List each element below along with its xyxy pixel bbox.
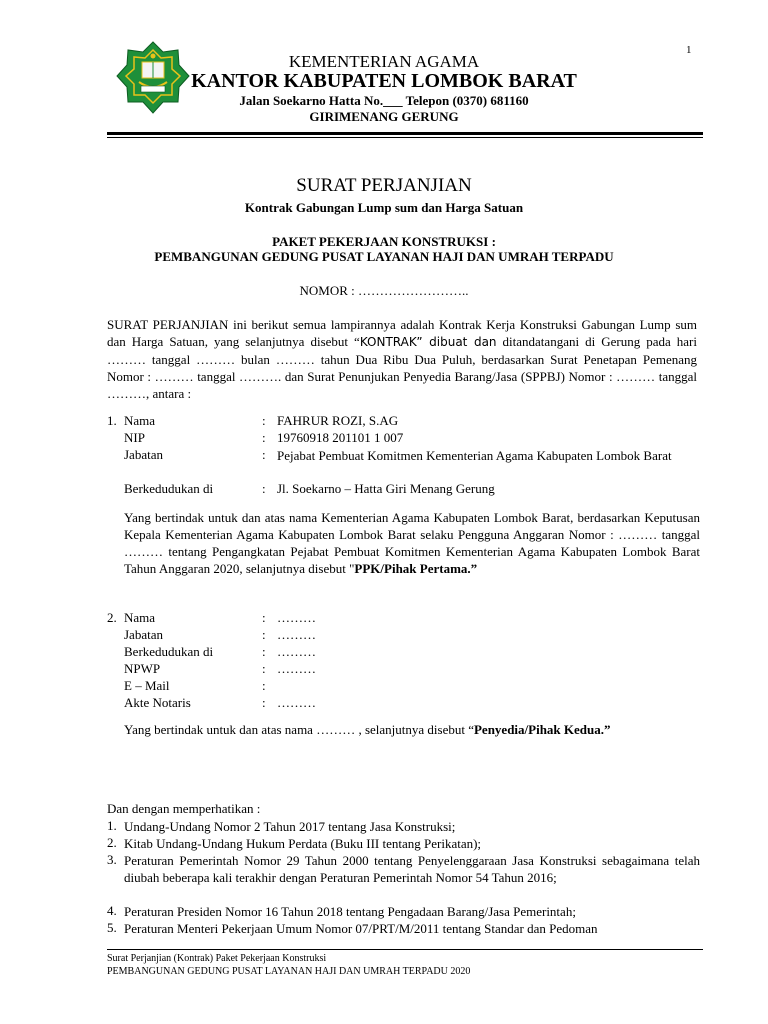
law-number: 2. (107, 835, 117, 850)
party2-statement-text: Yang bertindak untuk dan atas nama ……… , selanjutnya disebut “ (124, 722, 474, 737)
considering-intro: Dan dengan memperhatikan : (107, 801, 261, 816)
party1-number: 1. (107, 413, 117, 428)
party2-position-value: ……… (277, 627, 316, 642)
package-heading: PAKET PEKERJAAN KONSTRUKSI : (272, 234, 496, 249)
law-item: Peraturan Presiden Nomor 16 Tahun 2018 tentang Pengadaan Barang/Jasa Pemerintah; (124, 904, 576, 919)
party1-domicile-label: Berkedudukan di (124, 481, 214, 496)
office-city: GIRIMENANG GERUNG (309, 109, 459, 124)
header-rule-thin (107, 137, 703, 138)
law-number: 1. (107, 818, 117, 833)
party2-notary-label: Akte Notaris (124, 695, 191, 710)
law-item: Undang-Undang Nomor 2 Tahun 2017 tentang Jasa Konstruksi; (124, 819, 456, 834)
party2-number: 2. (107, 610, 117, 625)
office-address: Jalan Soekarno Hatta No.___ Telepon (0370) 681160 (239, 93, 529, 108)
intro-text-3: ditandatangani di Gerung pada hari ……… tanggal ……… bulan ……… tahun Dua Ribu Dua Puluh, berdasarkan Surat Penetapan Pemenang Nomor : ……… tanggal ………. dan Surat Penunjukan Penyedia Barang/Jasa (SPPBJ) Nomor : ……… tanggal ………, antara : (107, 334, 697, 401)
footer-line-2: PEMBANGUNAN GEDUNG PUSAT LAYANAN HAJI DAN UMRAH TERPADU 2020 (107, 966, 471, 977)
law-number: 3. (107, 852, 117, 867)
party2-domicile-label: Berkedudukan di (124, 644, 214, 659)
law-number: 4. (107, 903, 117, 918)
footer-rule (107, 949, 703, 950)
party1-nip-label: NIP (124, 430, 145, 445)
colon: : (262, 610, 266, 625)
party1-position-label: Jabatan (124, 447, 163, 462)
office-name: KANTOR KABUPATEN LOMBOK BARAT (191, 70, 577, 92)
colon: : (262, 678, 266, 693)
intro-text-1: SURAT PERJANJIAN ini berikut semua lampirannya adalah Kontrak Kerja Konstruksi Gabungan Lump sum dan Harga Satuan, yang selanjutnya disebut “ (107, 317, 697, 349)
party2-npwp-value: ……… (277, 661, 316, 676)
law-number: 5. (107, 920, 117, 935)
document-subtitle: Kontrak Gabungan Lump sum dan Harga Satuan (244, 200, 524, 215)
party1-nip-value: 19760918 201101 1 007 (277, 430, 404, 445)
package-name: PEMBANGUNAN GEDUNG PUSAT LAYANAN HAJI DAN UMRAH TERPADU (154, 249, 614, 264)
document-title: SURAT PERJANJIAN (296, 175, 472, 196)
party2-domicile-value: ……… (277, 644, 316, 659)
law-item: Kitab Undang-Undang Hukum Perdata (Buku III tentang Perikatan); (124, 836, 482, 851)
colon: : (262, 430, 266, 445)
intro-text-2: ” dibuat dan (416, 335, 497, 349)
party1-statement-text: Yang bertindak untuk dan atas nama Kementerian Agama Kabupaten Lombok Barat, berdasarkan Keputusan Kepala Kementerian Agama Kabupaten Lombok Barat selaku Pengguna Anggaran Nomor : ……… tanggal ……… tentang Pengangkatan Pejabat Pembuat Komitmen Kementerian Agama Kabupaten Lombok Barat Tahun Anggaran 2020, selanjutnya disebut " (124, 510, 700, 576)
party2-statement (124, 721, 700, 738)
law-item: Peraturan Pemerintah Nomor 29 Tahun 2000 tentang Penyelenggaraan Jasa Konstruksi sebagaimana telah diubah beberapa kali terakhir dengan Peraturan Pemerintah Nomor 54 Tahun 2016; (124, 853, 700, 885)
party2-designation: Penyedia/Pihak Kedua.” (473, 722, 611, 737)
header-rule-thick (107, 132, 703, 135)
party1-designation: PPK/Pihak Pertama.” (354, 561, 478, 576)
colon: : (262, 627, 266, 642)
page-number: 1 (686, 44, 692, 56)
footer-line-1: Surat Perjanjian (Kontrak) Paket Pekerjaan Konstruksi (107, 953, 327, 964)
colon: : (262, 481, 266, 496)
colon: : (262, 413, 266, 428)
colon: : (262, 695, 266, 710)
document-number: NOMOR : …………………….. (299, 283, 469, 298)
law-item: Peraturan Menteri Pekerjaan Umum Nomor 07/PRT/M/2011 tentang Standar dan Pedoman (124, 921, 598, 936)
party1-position-value: Pejabat Pembuat Komitmen Kementerian Agama Kabupaten Lombok Barat (277, 448, 672, 463)
party2-name-value: ……… (277, 610, 316, 625)
party1-name-value: FAHRUR ROZI, S.AG (277, 413, 399, 428)
colon: : (262, 644, 266, 659)
ministry-name: KEMENTERIAN AGAMA (288, 52, 480, 71)
party2-npwp-label: NPWP (124, 661, 161, 676)
party1-name-label: Nama (124, 413, 156, 428)
party2-notary-value: ……… (277, 695, 316, 710)
party2-email-label: E – Mail (124, 678, 170, 693)
party2-name-label: Nama (124, 610, 156, 625)
colon: : (262, 447, 266, 462)
intro-paragraph (107, 316, 697, 402)
party2-position-label: Jabatan (124, 627, 163, 642)
colon: : (262, 661, 266, 676)
party1-statement (124, 509, 700, 577)
party1-domicile-value: Jl. Soekarno – Hatta Giri Menang Gerung (277, 481, 495, 496)
kontrak-term: KONTRAK (359, 335, 417, 349)
